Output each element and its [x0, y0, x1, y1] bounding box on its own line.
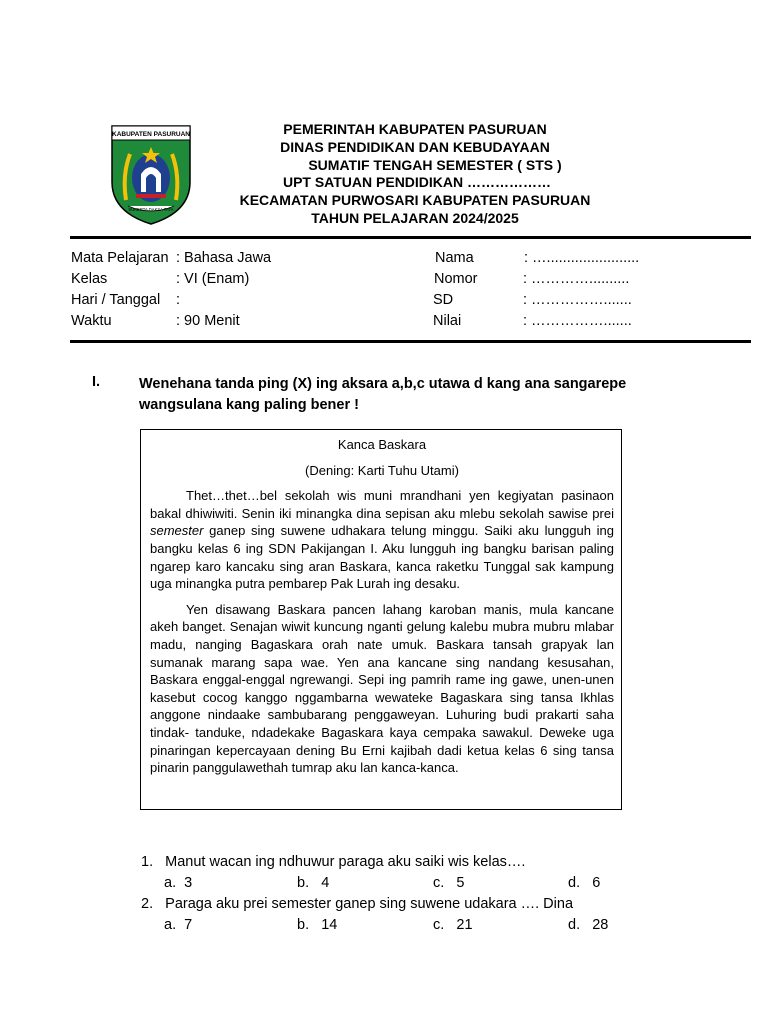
passage-paragraph-1: Thet…thet…bel sekolah wis muni mrandhani yen kegiyatan pasinaon bakal dhiwiwiti. Senin iki minangka dina sepisan aku mlebu sekolah sawise prei semester ganep sing suwene udhakara telung minggu. Saiki aku lungguh ing bangku kelas 6 ing SDN Pakijangan I. Aku lungguh ing bangku barisan paling ngarep karo kancaku sing aran Baskara, kanca raketku Tunggal sak kampung uga minangka putra pembarep Pak Lurah ing desaku.	[150, 488, 614, 592]
kabupaten-pasuruan-logo	[108, 120, 194, 226]
section-number: I.	[92, 374, 101, 390]
option-2c[interactable]: c. 21	[433, 917, 473, 933]
info-left	[71, 248, 271, 332]
question-text: Manut wacan ing ndhuwur paraga aku saiki wis kelas….	[165, 854, 526, 870]
option-1a[interactable]: a. 3	[164, 875, 193, 891]
reading-passage-box	[140, 429, 622, 810]
question-1	[141, 852, 525, 873]
svg-text:SUKERTA DAKSA TATA: SUKERTA DAKSA TATA	[128, 207, 174, 212]
section-instruction: Wenehana tanda ping (X) ing aksara a,b,c utawa d kang ana sangarepe wangsulana kang paling bener !	[139, 376, 627, 413]
header-divider-bottom	[70, 340, 751, 343]
question-number: 2.	[141, 896, 154, 912]
info-row-mapel: Mata Pelajaran : Bahasa Jawa	[71, 250, 272, 266]
info-row-sd: SD : …………….......	[433, 292, 632, 308]
info-row-nilai: Nilai : …………….......	[433, 313, 632, 329]
info-row-nomor: Nomor : …………..........	[434, 271, 630, 287]
option-1c[interactable]: c. 5	[433, 875, 465, 891]
passage-paragraph-2: Yen disawang Baskara pancen lahang karoban manis, mula kancane akeh banget. Senajan wiwit kuncung nganti gelung kalebu mubra mubru mlabar madu, nanging Bagaskara orah nate umuk. Baskara tansah grapyak lan sumanak marang sapa wae. Yen ana kancane sing nandang kesusahan, Baskara enggal-enggal ngrewangi. Sepi ing pamrih rame ing gawe, unen-unen kasebut cocog kanggo nggambarna wewateke Bagaskara sing tansa Ikhlas anggone nindaake sambubarang penggaweyan. Luhuring budi prakarti saha tindak- tanduke, ndadekake Bagaskara kaya cempaka sawakul. Deweke uga pinaringan kepercayaan dening Bu Erni kajibah dadi ketua kelas 6 sing tansa pinarin panggulawethah tumrap aku lan kanca-kanca.	[150, 601, 614, 776]
info-row-nama: Nama : ….......................	[435, 250, 640, 266]
header-line-4: UPT SATUAN PENDIDIKAN ………………	[282, 174, 552, 191]
svg-text:KABUPATEN PASURUAN: KABUPATEN PASURUAN	[112, 131, 190, 138]
header-line-3: SUMATIF TENGAH SEMESTER ( STS )	[308, 156, 562, 173]
document-header	[200, 121, 630, 228]
info-row-waktu: Waktu : 90 Menit	[71, 313, 240, 329]
question-text: Paraga aku prei semester ganep sing suwene udakara …. Dina	[165, 896, 574, 912]
option-1b[interactable]: b. 4	[297, 875, 330, 891]
header-line-1: PEMERINTAH KABUPATEN PASURUAN	[283, 121, 547, 137]
info-right	[433, 248, 639, 332]
header-divider-top	[70, 236, 751, 239]
info-row-hari: Hari / Tanggal :	[71, 292, 181, 308]
option-2b[interactable]: b. 14	[297, 917, 338, 933]
passage-title: Kanca Baskara	[337, 437, 427, 452]
header-line-5: KECAMATAN PURWOSARI KABUPATEN PASURUAN	[239, 192, 591, 209]
header-line-2: DINAS PENDIDIKAN DAN KEBUDAYAAN	[280, 138, 550, 155]
question-2	[141, 894, 573, 915]
question-number: 1.	[141, 854, 154, 870]
option-2d[interactable]: d. 28	[568, 917, 609, 933]
passage-author: (Dening: Karti Tuhu Utami)	[305, 462, 459, 478]
option-1d[interactable]: d. 6	[568, 875, 601, 891]
info-row-kelas: Kelas : VI (Enam)	[71, 271, 250, 287]
header-line-6: TAHUN PELAJARAN 2024/2025	[311, 209, 519, 226]
option-2a[interactable]: a. 7	[164, 917, 193, 933]
